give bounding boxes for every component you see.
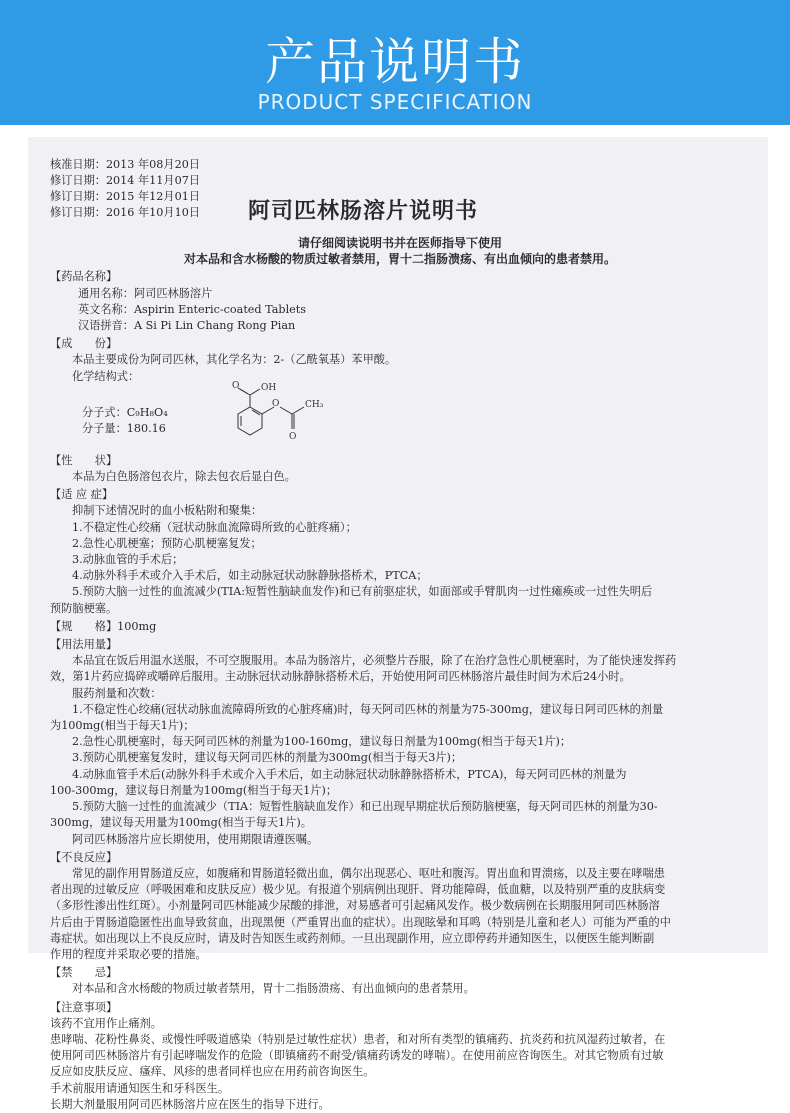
revision-date: 修订日期：2014 年11月07日 (50, 174, 200, 187)
precaution-text: 反应如皮肤反应、瘙痒、风疹的患者同样也应在用药前咨询医生。 (50, 1065, 375, 1079)
aspirin-structure-diagram (210, 379, 350, 449)
banner-title: 产品说明书 (265, 33, 525, 91)
section-heading: 【规 格】 (50, 619, 118, 633)
molecular-weight: 分子量：180.16 (82, 421, 166, 435)
precaution-text: 长期大剂量服用阿司匹林肠溶片应在医生的指导下进行。 (50, 1097, 330, 1111)
spec-value: 100mg (117, 619, 157, 633)
dose-item: 1.不稳定性心绞痛(冠状动脉血流障碍所致的心脏疼痛)时，每天阿司匹林的剂量为75-300mg，建议每日阿司匹林的剂量 (72, 702, 664, 716)
dose-item: 300mg，建议每天用量为100mg(相当于每天1片)。 (50, 816, 312, 830)
section-usage (50, 637, 750, 848)
adverse-text: 片后由于胃肠道隐匿性出血导致贫血，出现黑便（严重胃出血的症状）。出现眩晕和耳鸣（特别是儿童和老人）可能为严重的中 (50, 915, 671, 929)
top-warning: 对本品和含水杨酸的物质过敏者禁用，胃十二指肠溃疡、有出血倾向的患者禁用。 (183, 252, 616, 267)
section-indications (50, 487, 750, 617)
precaution-text: 使用阿司匹林肠溶片有引起哮喘发作的危险（即镇痛药不耐受/镇痛药诱发的哮喘）。在使用前应咨询医生。对其它物质有过敏 (50, 1049, 664, 1063)
adverse-text: 常见的副作用胃肠道反应，如腹痛和胃肠道轻微出血，偶尔出现恶心、呕吐和腹泻。胃出血和胃溃疡，以及主要在哮喘患 (72, 866, 665, 880)
adverse-text: 作用的程度并采取必要的措施。 (50, 947, 207, 961)
section-contraindications (50, 965, 750, 997)
section-heading: 【用法用量】 (50, 638, 118, 652)
structure-label: 化学结构式： (72, 369, 140, 383)
molecular-formula: 分子式：C₉H₈O₄ (82, 405, 168, 419)
english-name: 英文名称：Aspirin Enteric-coated Tablets (78, 302, 307, 316)
banner-subtitle: PRODUCT SPECIFICATION (257, 90, 533, 114)
dose-title: 服药剂量和次数： (72, 686, 162, 700)
precaution-text: 患哮喘、花粉性鼻炎、或慢性呼吸道感染（特别是过敏性症状）患者，和对所有类型的镇痛药、抗炎药和抗风湿药过敏者，在 (50, 1032, 666, 1046)
chemical-structure (50, 380, 750, 451)
dose-item: 5.预防大脑一过性的血流减少（TIA：短暂性脑缺血发作）和已出现早期症状后预防脑梗塞，每天阿司匹林的剂量为30- (72, 800, 658, 814)
indication-item: 2.急性心肌梗塞；预防心肌梗塞复发； (72, 536, 262, 550)
section-heading: 【性 状】 (50, 453, 118, 467)
hydroxyl-label: OH (261, 382, 277, 393)
methyl-label: CH₃ (305, 399, 324, 410)
adverse-text: 者出现的过敏反应（呼吸困难和皮肤反应）极少见。有报道个别病例出现肝、肾功能障碍，低血糖，以及特别严重的皮肤病变 (50, 883, 666, 897)
carbonyl-o-label: O (289, 431, 297, 442)
section-heading: 【适 应 症】 (50, 488, 114, 502)
precaution-text: 手术前服用请通知医生和牙科医生。 (50, 1081, 230, 1095)
properties-text: 本品为白色肠溶包衣片，除去包衣后显白色。 (72, 470, 296, 484)
section-heading: 【不良反应】 (50, 850, 118, 864)
revision-date: 修订日期：2016 年10月10日 (50, 206, 200, 219)
section-properties (50, 453, 750, 485)
dose-item: 2.急性心肌梗塞时，每天阿司匹林的剂量为100-160mg，建议每日剂量为100mg(相当于每天1片)； (72, 735, 572, 749)
main-ingredient: 本品主要成份为阿司匹林，其化学名为：2-（乙酰氧基）苯甲酸。 (72, 353, 397, 367)
section-heading: 【注意事项】 (50, 1000, 118, 1014)
dose-item: 4.动脉血管手术后(动脉外科手术或介入手术后，如主动脉冠状动脉静脉搭桥术，PTCA)，每天阿司匹林的剂量为 (72, 767, 627, 781)
carboxyl-o-label: O (232, 380, 240, 391)
document-title: 阿司匹林肠溶片说明书 (248, 198, 479, 224)
section-ingredients (50, 336, 750, 451)
indication-item: 3.动脉血管的手术后； (72, 553, 184, 567)
section-adverse (50, 850, 750, 963)
section-spec (50, 619, 750, 635)
dose-item: 100-300mg，建议每日剂量为100mg(相当于每天1片)； (50, 783, 338, 797)
section-heading: 【禁 忌】 (50, 966, 118, 980)
section-heading: 【成 份】 (50, 337, 118, 351)
read-notice: 请仔细阅读说明书并在医师指导下使用 (297, 236, 502, 250)
pinyin-name: 汉语拼音：A Si Pi Lin Chang Rong Pian (78, 319, 296, 333)
contra-text: 对本品和含水杨酸的物质过敏者禁用，胃十二指肠溃疡、有出血倾向的患者禁用。 (72, 982, 475, 996)
leaflet-scan (28, 137, 768, 1111)
long-term-note: 阿司匹林肠溶片应长期使用，使用期限请遵医嘱。 (72, 832, 319, 846)
precaution-text: 该药不宜用作止痛剂。 (50, 1016, 162, 1030)
indications-intro: 抑制下述情况时的血小板粘附和聚集： (72, 504, 263, 518)
revision-date: 修订日期：2015 年12月01日 (50, 190, 200, 203)
adverse-text: （多形性渗出性红斑）。小剂量阿司匹林能减少尿酸的排泄，对易感者可引起痛风发作。极少数病例在长期服用阿司匹林肠溶 (50, 899, 660, 913)
section-drug-name (50, 269, 750, 334)
dose-item: 为100mg(相当于每天1片)； (50, 719, 195, 733)
usage-text: 效，第1片药应捣碎或嚼碎后服用。主动脉冠状动脉静脉搭桥术后，开始使用阿司匹林肠溶片最佳时间为术后24小时。 (50, 670, 631, 684)
section-precautions (50, 1000, 750, 1113)
revision-dates (50, 157, 750, 224)
generic-name: 通用名称：阿司匹林肠溶片 (78, 286, 213, 300)
approval-date: 核准日期：2013 年08月20日 (50, 158, 200, 171)
indication-item: 5.预防大脑一过性的血流减少(TIA:短暂性脑缺血发作)和已有前驱症状，如面部或手臂肌肉一过性瘫痪或一过性失明后 (72, 585, 653, 599)
indication-tail: 预防脑梗塞。 (50, 601, 118, 615)
indication-item: 1.不稳定性心绞痛（冠状动脉血流障碍所致的心脏疼痛）； (72, 520, 357, 534)
usage-text: 本品宜在饭后用温水送服，不可空腹服用。本品为肠溶片，必须整片吞服，除了在治疗急性心肌梗塞时，为了能快速发挥药 (72, 654, 677, 668)
indication-item: 4.动脉外科手术或介入手术后，如主动脉冠状动脉静脉搭桥术，PTCA； (72, 569, 428, 583)
dose-item: 3.预防心肌梗塞复发时，建议每天阿司匹林的剂量为300mg(相当于每天3片)； (72, 751, 463, 765)
ester-o-label: O (272, 398, 280, 409)
adverse-text: 毒症状。如出现以上不良反应时，请及时告知医生或药剂师。一旦出现副作用，应立即停药并通知医生，以便医生能判断副 (50, 931, 655, 945)
header-banner (0, 0, 790, 125)
section-heading: 【药品名称】 (50, 270, 118, 284)
